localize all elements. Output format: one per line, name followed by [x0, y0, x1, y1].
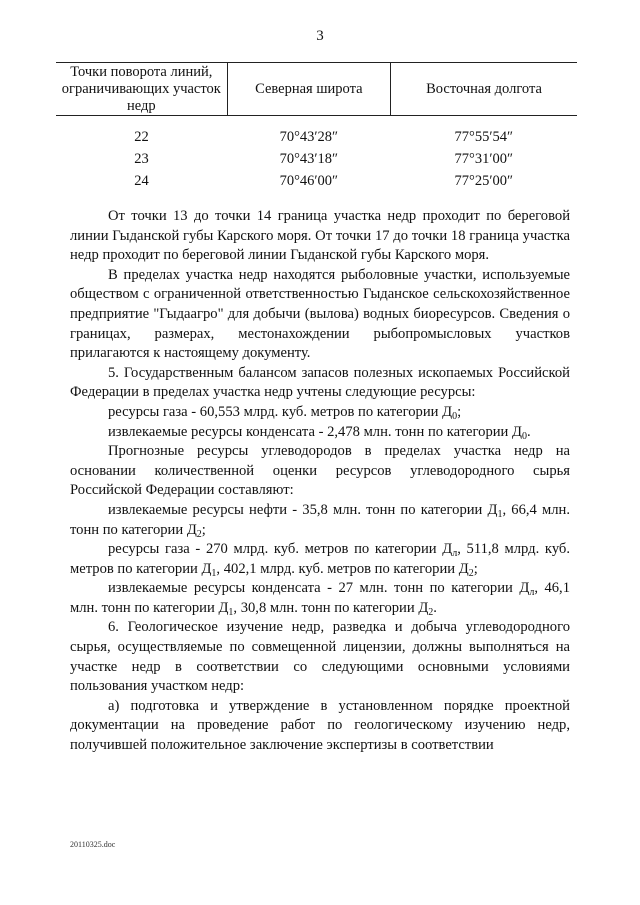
fishing-areas-paragraph: В пределах участка недр находятся рыболовные участки, используемые обществом с ограниченной ответственностью Гыданское сельскохозяйственное предприятие "Гыдаагро" для добычи (вылова) водных биоресурсов. Сведения о границах, размерах, местонахождении рыбопромысловых участков прилагаются к настоящему документу.	[70, 266, 570, 362]
header-north-latitude: Северная широта	[227, 63, 390, 116]
latitude: 70°43′28″	[279, 128, 339, 145]
state-balance-paragraph: 5. Государственным балансом запасов полезных ископаемых Российской Федерации в пределах участка недр учтены следующие ресурсы:	[70, 364, 570, 401]
longitude: 77°25′00″	[454, 172, 514, 189]
page-number: 3	[316, 28, 324, 44]
point-number: 24	[134, 172, 149, 189]
table-row	[56, 148, 577, 170]
document-body	[70, 207, 570, 756]
longitude: 77°55′54″	[454, 128, 514, 145]
header-east-longitude: Восточная долгота	[391, 63, 577, 116]
condensate-resources-line: извлекаемые ресурсы конденсата - 2,478 млн. тонн по категории $Д_0$.	[108, 423, 531, 442]
boundary-paragraph: От точки 13 до точки 14 граница участка недр проходит по береговой линии Гыданской губы Карского моря. От точки 17 до точки 18 граница участка недр проходит по береговой линии Гыданской губы Карского моря.	[70, 208, 570, 264]
condensate-forecast-line: извлекаемые ресурсы конденсата - 27 млн. тонн по категории $Д_л$, 46,1 млн. тонн по категории $Д_1$, 30,8 млн. тонн по категории $Д_2$.	[70, 580, 570, 618]
header-turn-points: Точки поворота линий, ограничивающих участок недр	[56, 63, 227, 116]
point-number: 22	[134, 128, 149, 145]
table-row	[56, 170, 577, 192]
latitude: 70°46′00″	[279, 172, 339, 189]
geological-study-paragraph: 6. Геологическое изучение недр, разведка и добыча углеводородного сырья, осуществляемые по совмещенной лицензии, должны выполняться на участке недр в соответствии со следующими основными условиями пользования участком недр:	[70, 619, 570, 695]
oil-resources-line: извлекаемые ресурсы нефти - 35,8 млн. тонн по категории $Д_1$, 66,4 млн. тонн по категории $Д_2$;	[70, 501, 570, 540]
forecast-paragraph: Прогнозные ресурсы углеводородов в пределах участка недр на основании количественной оценки ресурсов углеводородного сырья Российской Федерации составляют:	[70, 443, 570, 499]
coordinates-table	[56, 62, 577, 192]
longitude: 77°31′00″	[454, 150, 514, 167]
gas-resources-line: ресурсы газа - 60,553 млрд. куб. метров по категории $Д_0$;	[108, 403, 462, 422]
condition-a-paragraph: а) подготовка и утверждение в установленном порядке проектной документации на проведение работ по геологическому изучению недр, получившей положительное заключение экспертизы в соответствии	[70, 697, 570, 754]
table-header-row	[56, 63, 577, 116]
point-number: 23	[134, 150, 149, 167]
latitude: 70°43′18″	[279, 150, 339, 167]
gas-forecast-line: ресурсы газа - 270 млрд. куб. метров по категории $Д_л$, 511,8 млрд. куб. метров по категории $Д_1$, 402,1 млрд. куб. метров по категории $Д_2$;	[70, 541, 570, 579]
footer-filename: 20110325.doc	[70, 840, 116, 849]
table-row	[56, 116, 577, 149]
